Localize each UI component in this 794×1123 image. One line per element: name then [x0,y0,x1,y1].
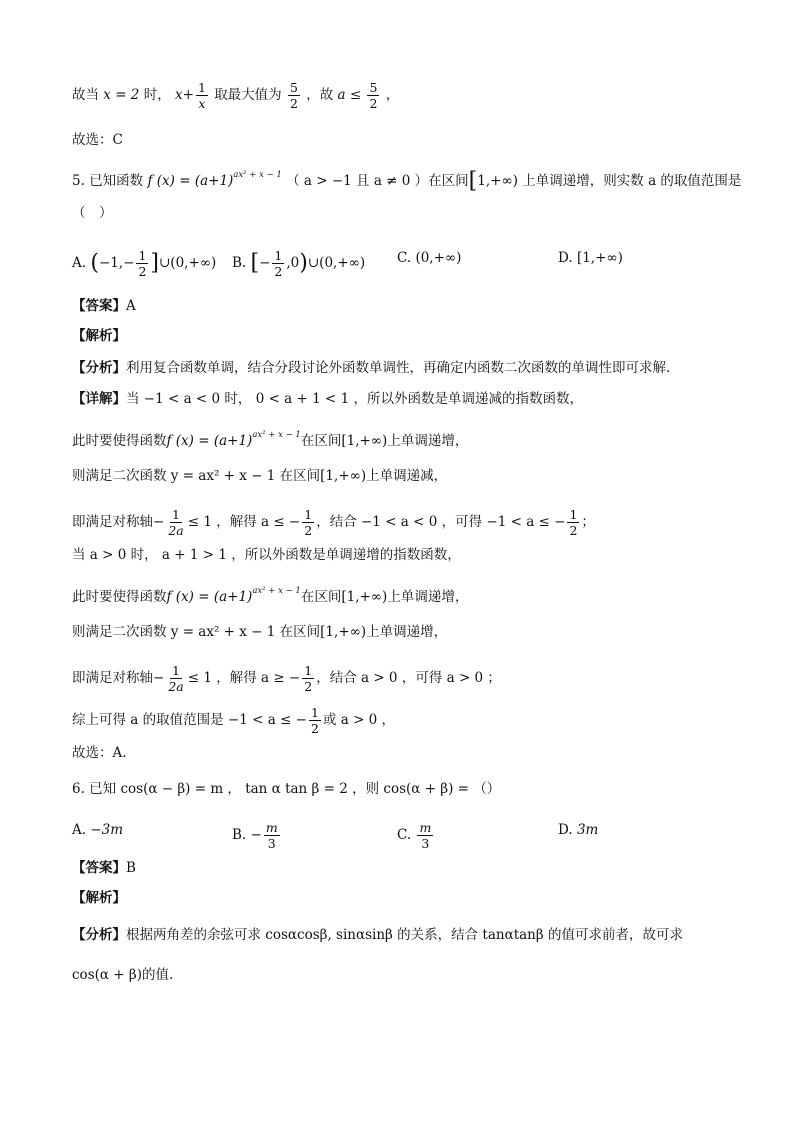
text: （ a > −1 且 a ≠ 0 ）在区间 [286,173,469,189]
text: 取最大值为 [214,87,282,103]
fraction [272,248,284,279]
math-interval: 1,+∞) [477,173,518,189]
option-a [72,248,216,279]
text: 故当 [72,87,99,103]
text: ≤ 1 ，解得 a ≥ − [187,670,301,686]
detail-8 [72,663,501,694]
math-condition: x = 2 [103,87,140,103]
option-label: B. [232,255,247,271]
text: ， [385,87,400,103]
text: 或 a > 0 ， [322,712,396,728]
fraction [288,80,300,111]
fraction [302,507,314,538]
fraction-den: 2 [369,96,378,111]
question-number: 5. [72,173,85,189]
answer-6 [72,858,136,878]
fraction-num: 5 [369,80,378,95]
answer-5 [72,296,136,316]
math-expr: ,0 [286,255,300,271]
fraction-num: 1 [274,248,283,263]
question-6: 6. 已知 cos(α − β) = m ， tan α tan β = 2 ，则 cos(α + β) = （） [72,781,501,797]
fraction [309,705,321,736]
q6-option-c [397,820,435,851]
math-expr: − [259,255,271,271]
text: 此时要使得函数 [72,433,167,449]
text: 即满足对称轴 [72,514,153,530]
fraction-num: 1 [197,80,206,95]
answer-value: B [126,860,136,876]
detail-5: 当 a > 0 时， a + 1 > 1 ，所以外函数是单调递增的指数函数， [72,547,461,563]
option-b [232,248,365,279]
text: ，结合 a > 0 ，可得 a > 0 ； [316,670,501,686]
fraction-den: 2a [168,679,184,694]
analysis-5 [72,358,670,378]
analysis-text: 根据两角差的余弦可求 cosαcosβ, sinαsinβ 的关系，结合 tanαtanβ 的值可求前者，故可求 [126,927,683,943]
jiexi-5: 【解析】 [72,328,126,344]
minus: − [250,827,262,843]
math-function: f (x) = (a+1) [166,433,253,449]
bracket: ] [150,250,159,276]
fraction [567,507,579,538]
line-conclusion [72,80,399,111]
fraction-den: x [198,96,206,111]
math-expr: x+ [175,87,194,103]
analysis-6 [72,925,683,945]
fraction [367,80,379,111]
option-label: A. [72,255,87,271]
text: ≤ 1 ，解得 a ≤ − [187,514,301,530]
q6-option-b [232,820,282,851]
fraction-num: 1 [304,663,313,678]
text: 综上可得 a 的取值范围是 −1 < a ≤ − [72,712,307,728]
math-expr: ∪(0,+∞) [307,255,366,271]
fraction-num: 1 [138,248,147,263]
line-choice: 故选：C [72,132,123,148]
fraction-num: 1 [569,507,578,522]
q6-option-a [72,820,123,840]
fraction-num: m [419,820,432,835]
fraction-den: 2 [310,721,319,736]
analysis-6-cont: cos(α + β)的值. [72,967,174,983]
fraction [264,820,280,851]
option-c [397,248,461,268]
option-label: D. [558,250,573,266]
option-label: A. [72,822,87,838]
fraction-den: 2 [569,523,578,538]
option-label: C. [397,827,412,843]
bracket: [ [468,168,478,194]
fraction [166,663,185,694]
math-function: f (x) = (a+1) [166,589,253,605]
option-label: D. [558,822,573,838]
text: 此时要使得函数 [72,589,167,605]
math-exponent: ax² + x − 1 [252,586,301,596]
detail-6 [72,581,468,607]
option-label: B. [232,827,247,843]
paren: ) [299,250,308,276]
detail-text: 当 −1 < a < 0 时， 0 < a + 1 < 1 ，所以外函数是单调递减的指数函数， [126,391,583,407]
math-expr: −3m [90,822,124,838]
fraction-den: 2 [304,523,313,538]
fraction [136,248,148,279]
fraction [417,820,433,851]
q6-option-d [558,820,598,840]
fraction-num: 1 [172,507,180,522]
math-expr: a ≤ [337,87,362,103]
fraction-den: 2 [138,264,147,279]
detail-2 [72,425,468,451]
detail-4 [72,507,595,538]
text: ，结合 −1 < a < 0 ，可得 −1 < a ≤ − [316,514,566,530]
jiexi-6: 【解析】 [72,890,126,906]
text: ，故 [306,87,334,103]
text: ； [581,514,595,530]
paren: ( [90,250,99,276]
answer-value: A [126,298,136,314]
fraction [302,663,314,694]
question-5-paren: （ ） [72,205,113,221]
math-expr: (0,+∞) [415,250,462,266]
bracket: [ [250,250,260,276]
math-exponent: ax² + x − 1 [252,430,301,440]
fraction-den: 2 [289,96,298,111]
text: 已知函数 [89,173,144,189]
detail-1 [72,389,583,409]
fraction-num: 1 [310,705,319,720]
text: 时， [143,87,171,103]
fraction [196,80,208,111]
answer-tag: 【答案】 [72,298,126,314]
fraction-den: 3 [421,836,430,851]
math-function: f (x) = (a+1) [147,173,234,189]
math-expr: ∪(0,+∞) [159,255,217,271]
analysis-tag: 【分析】 [72,360,126,376]
text: 在区间[1,+∞)上单调递增， [300,433,469,449]
math-expr: [1,+∞) [576,250,623,266]
detail-7: 则满足二次函数 y = ax² + x − 1 在区间[1,+∞)上单调递增， [72,624,448,640]
answer-tag: 【答案】 [72,860,126,876]
option-label: C. [397,250,412,266]
fraction-den: 2a [168,523,184,538]
minus: − [153,514,165,530]
detail-9 [72,705,395,736]
minus: − [153,670,165,686]
fraction-num: 1 [304,507,313,522]
analysis-tag: 【分析】 [72,927,126,943]
text: 即满足对称轴 [72,670,153,686]
math-expr: −1,− [98,255,135,271]
detail-tag: 【详解】 [72,391,126,407]
text: 上单调递增，则实数 a 的取值范围是 [522,173,742,189]
analysis-text: 利用复合函数单调，结合分段讨论外函数单调性，再确定内函数二次函数的单调性即可求解. [126,360,671,376]
fraction-den: 3 [267,836,276,851]
fraction-den: 2 [274,264,283,279]
detail-3: 则满足二次函数 y = ax² + x − 1 在区间[1,+∞)上单调递减， [72,468,448,484]
fraction [166,507,185,538]
text: 在区间[1,+∞)上单调递增， [300,589,469,605]
fraction-num: 1 [172,663,180,678]
question-5 [72,165,741,192]
fraction-num: 5 [289,80,298,95]
option-d [558,248,623,268]
math-expr: 3m [576,822,599,838]
detail-10: 故选：A. [72,745,127,761]
fraction-num: m [265,820,278,835]
math-exponent: ax² + x − 1 [233,170,282,180]
fraction-den: 2 [304,679,313,694]
